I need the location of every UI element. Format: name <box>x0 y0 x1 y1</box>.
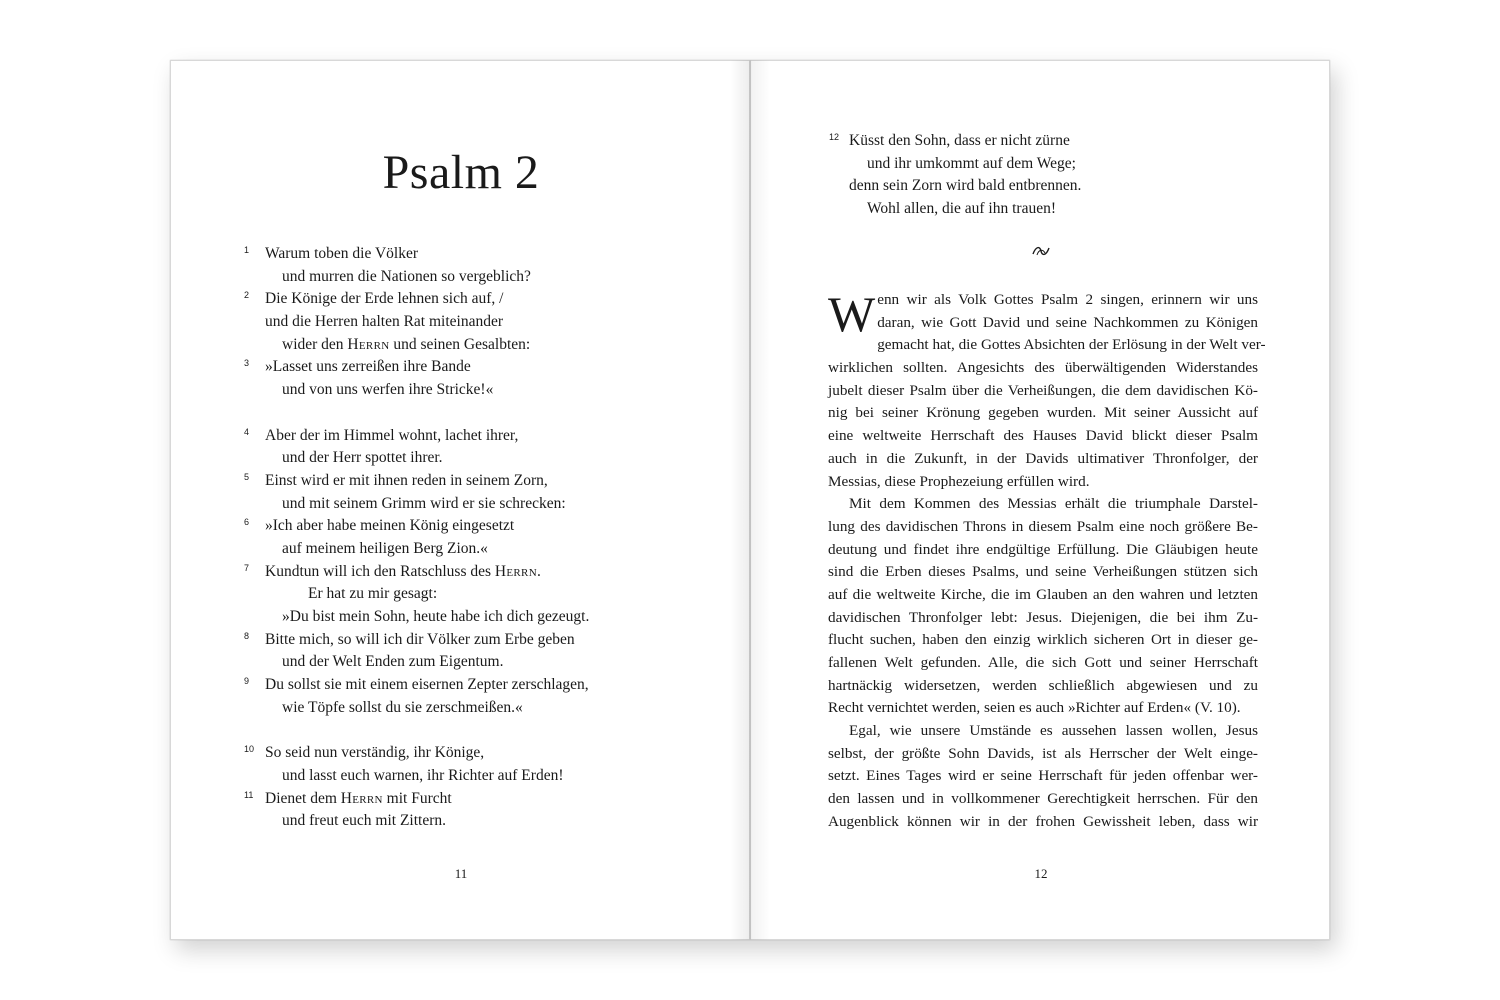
verse-text-part: . <box>536 562 541 580</box>
commentary-line: setzt. Eines Tages wird er seine Herrschaft für jeden offenbar wer- <box>828 767 1258 785</box>
verse-text: und freut euch mit Zittern. <box>282 812 446 830</box>
commentary-line: daran, wie Gott David und seine Nachkommen zu Königen <box>877 313 1258 331</box>
verse-line <box>171 447 751 470</box>
verse-line <box>171 810 751 833</box>
verse-text: So seid nun verständig, ihr Könige, <box>265 744 485 762</box>
page-title: Psalm 2 <box>382 146 540 199</box>
verse-text-part: Kundtun will ich den Ratschluss des <box>265 562 495 580</box>
verse-text-part: wider den <box>282 335 348 353</box>
verse-number: 12 <box>829 132 840 142</box>
verse-line <box>171 765 751 788</box>
book-spread <box>170 60 1330 940</box>
verse-text: und von uns werfen ihre Stricke!« <box>282 381 494 399</box>
verse-text <box>282 334 530 357</box>
verse-text: und der Welt Enden zum Eigentum. <box>282 653 504 671</box>
verse-text: und der Herr spottet ihrer. <box>282 449 443 467</box>
verse-line <box>171 493 751 516</box>
verse-text: und murren die Nationen so vergeblich? <box>282 267 531 285</box>
commentary-line: fallenen Welt gefunden. Alle, die sich Gott und seiner Herrschaft <box>828 654 1258 671</box>
drop-cap: W <box>828 286 876 342</box>
commentary-line: auch in die Zukunft, in der Davids ultimativer Thronfolger, der <box>828 449 1258 467</box>
verse-text-part: und seinen Gesalbten: <box>389 335 531 353</box>
commentary-line: enn wir als Volk Gottes Psalm 2 singen, erinnern wir uns <box>877 291 1258 308</box>
verse-line <box>171 561 751 584</box>
ornament-divider-icon <box>751 244 1331 262</box>
verse-text: wie Töpfe sollst du sie zerschmeißen.« <box>282 698 523 716</box>
divine-name-small-caps: Herrn <box>347 335 390 353</box>
commentary-line: eine weltweite Herrschaft des Hauses David blickt dieser Psalm <box>828 427 1258 445</box>
verse-line <box>171 243 751 266</box>
verse-text: Die Könige der Erde lehnen sich auf, / <box>265 290 504 308</box>
verse-number: 5 <box>244 471 250 482</box>
commentary-line: flucht suchen, haben den einzig wirklich sicheren Ort in dieser ge- <box>828 631 1258 649</box>
verse-line <box>171 629 751 652</box>
verse-line <box>751 153 1331 176</box>
verse-text: auf meinem heiligen Berg Zion.« <box>282 539 488 557</box>
verse-line <box>171 334 751 357</box>
divine-name-small-caps: Herrn <box>494 562 537 580</box>
verse-number: 7 <box>244 562 250 573</box>
page-number-right: 12 <box>1034 866 1048 881</box>
commentary-text <box>828 286 1266 834</box>
commentary-line: den lassen und in vollkommener Gerechtigkeit herrschen. Für den <box>828 790 1258 808</box>
verse-text: Er hat zu mir gesagt: <box>308 585 438 603</box>
verse-line <box>171 515 751 538</box>
commentary-line: lung des davidischen Throns in diesem Psalm eine noch größere Be- <box>828 517 1258 535</box>
verse-text: Aber der im Himmel wohnt, lachet ihrer, <box>265 426 519 444</box>
verse-text: Wohl allen, die auf ihn trauen! <box>867 200 1056 218</box>
verse-text: und ihr umkommt auf dem Wege; <box>867 154 1076 172</box>
verse-text: »Du bist mein Sohn, heute habe ich dich gezeugt. <box>282 608 590 625</box>
commentary-line: Augenblick können wir in der frohen Gewissheit leben, dass wir <box>828 812 1258 830</box>
verse-line <box>171 266 751 289</box>
left-page <box>170 60 750 940</box>
verse-line <box>171 674 751 697</box>
verse-line <box>751 198 1331 221</box>
commentary-line: wirklichen sollten. Angesichts des überwältigenden Widerstandes <box>828 359 1258 377</box>
commentary-line: jubelt dieser Psalm über die Verheißungen, die dem davidischen Kö- <box>828 381 1258 399</box>
verse-number: 4 <box>244 426 250 437</box>
verse-number: 11 <box>244 789 254 800</box>
verse-line <box>751 130 1331 153</box>
verse-text: und lasst euch warnen, ihr Richter auf Erden! <box>282 766 564 784</box>
verse-number: 10 <box>244 744 255 755</box>
commentary-line: Mit dem Kommen des Messias erhält die triumphale Darstel- <box>849 495 1258 513</box>
verse-text: Küsst den Sohn, dass er nicht zürne <box>849 132 1070 149</box>
verse-line <box>171 379 751 402</box>
commentary-line: davidischen Thronfolger lebt: Jesus. Diejenigen, die bei ihm Zu- <box>828 608 1258 626</box>
verse-text: und die Herren halten Rat miteinander <box>265 313 504 331</box>
verse-number: 1 <box>244 245 250 255</box>
verse-line <box>171 583 751 606</box>
verse-text: und mit seinem Grimm wird er sie schrecken: <box>282 494 566 512</box>
commentary-line: gemacht hat, die Gottes Absichten der Erlösung in der Welt ver- <box>877 336 1266 354</box>
psalm-verses <box>171 243 751 833</box>
verse-text-part: Dienet dem <box>265 789 341 807</box>
psalm-verses-continued <box>751 130 1331 221</box>
verse-line <box>171 788 751 811</box>
verse-line <box>171 311 751 334</box>
verse-line <box>171 288 751 311</box>
verse-number: 2 <box>244 290 250 301</box>
verse-text: Du sollst sie mit einem eisernen Zepter zerschlagen, <box>265 676 589 694</box>
page-number-left: 11 <box>454 866 468 881</box>
verse-text: Bitte mich, so will ich dir Völker zum Erbe geben <box>265 630 575 648</box>
verse-text: Warum toben die Völker <box>265 245 418 262</box>
verse-line <box>171 356 751 379</box>
verse-number: 6 <box>244 517 250 528</box>
verse-number: 3 <box>244 358 250 369</box>
verse-text-part: mit Furcht <box>382 789 452 807</box>
commentary-line: nig bei seiner Krönung gegeben wurden. Mit seiner Aussicht auf <box>828 404 1258 422</box>
verse-text <box>265 788 452 811</box>
verse-line <box>171 606 751 629</box>
right-page <box>750 60 1330 940</box>
verse-line <box>171 425 751 448</box>
verse-number: 8 <box>244 630 250 641</box>
verse-line <box>171 651 751 674</box>
verse-line <box>171 742 751 765</box>
verse-text: »Ich aber habe meinen König eingesetzt <box>265 517 515 535</box>
commentary-line: sind die Erben dieses Psalms, und seine Verheißungen stützen sich <box>828 563 1258 581</box>
commentary-line: Recht vernichtet werden, seien es auch »Richter auf Erden« (V. 10). <box>828 699 1241 717</box>
verse-line <box>751 175 1331 198</box>
verse-line <box>171 470 751 493</box>
commentary-line: hartnäckig widersetzen, werden schließlich abgewiesen und zu <box>828 676 1258 694</box>
commentary-line: auf die weltweite Kirche, die im Glauben an den wahren und letzten <box>828 585 1258 603</box>
commentary-line: Egal, wie unsere Umstände es aussehen lassen wollen, Jesus <box>849 722 1258 740</box>
verse-line <box>171 697 751 720</box>
commentary-line: selbst, der größte Sohn Davids, ist als Herrscher der Welt einge- <box>828 744 1258 762</box>
verse-number: 9 <box>244 676 250 687</box>
stanza-gap <box>171 402 751 425</box>
ornament-icon <box>1031 245 1051 257</box>
commentary-line: Messias, diese Prophezeiung erfüllen wird. <box>828 472 1090 490</box>
verse-text <box>265 561 541 584</box>
divine-name-small-caps: Herrn <box>340 789 383 807</box>
commentary-line: deutung und findet ihre endgültige Erfüllung. Die Gläubigen heute <box>828 540 1258 558</box>
verse-text: denn sein Zorn wird bald entbrennen. <box>849 177 1082 195</box>
stanza-gap <box>171 719 751 742</box>
verse-text: »Lasset uns zerreißen ihre Bande <box>265 358 471 376</box>
verse-line <box>171 538 751 561</box>
verse-text: Einst wird er mit ihnen reden in seinem Zorn, <box>265 471 548 489</box>
